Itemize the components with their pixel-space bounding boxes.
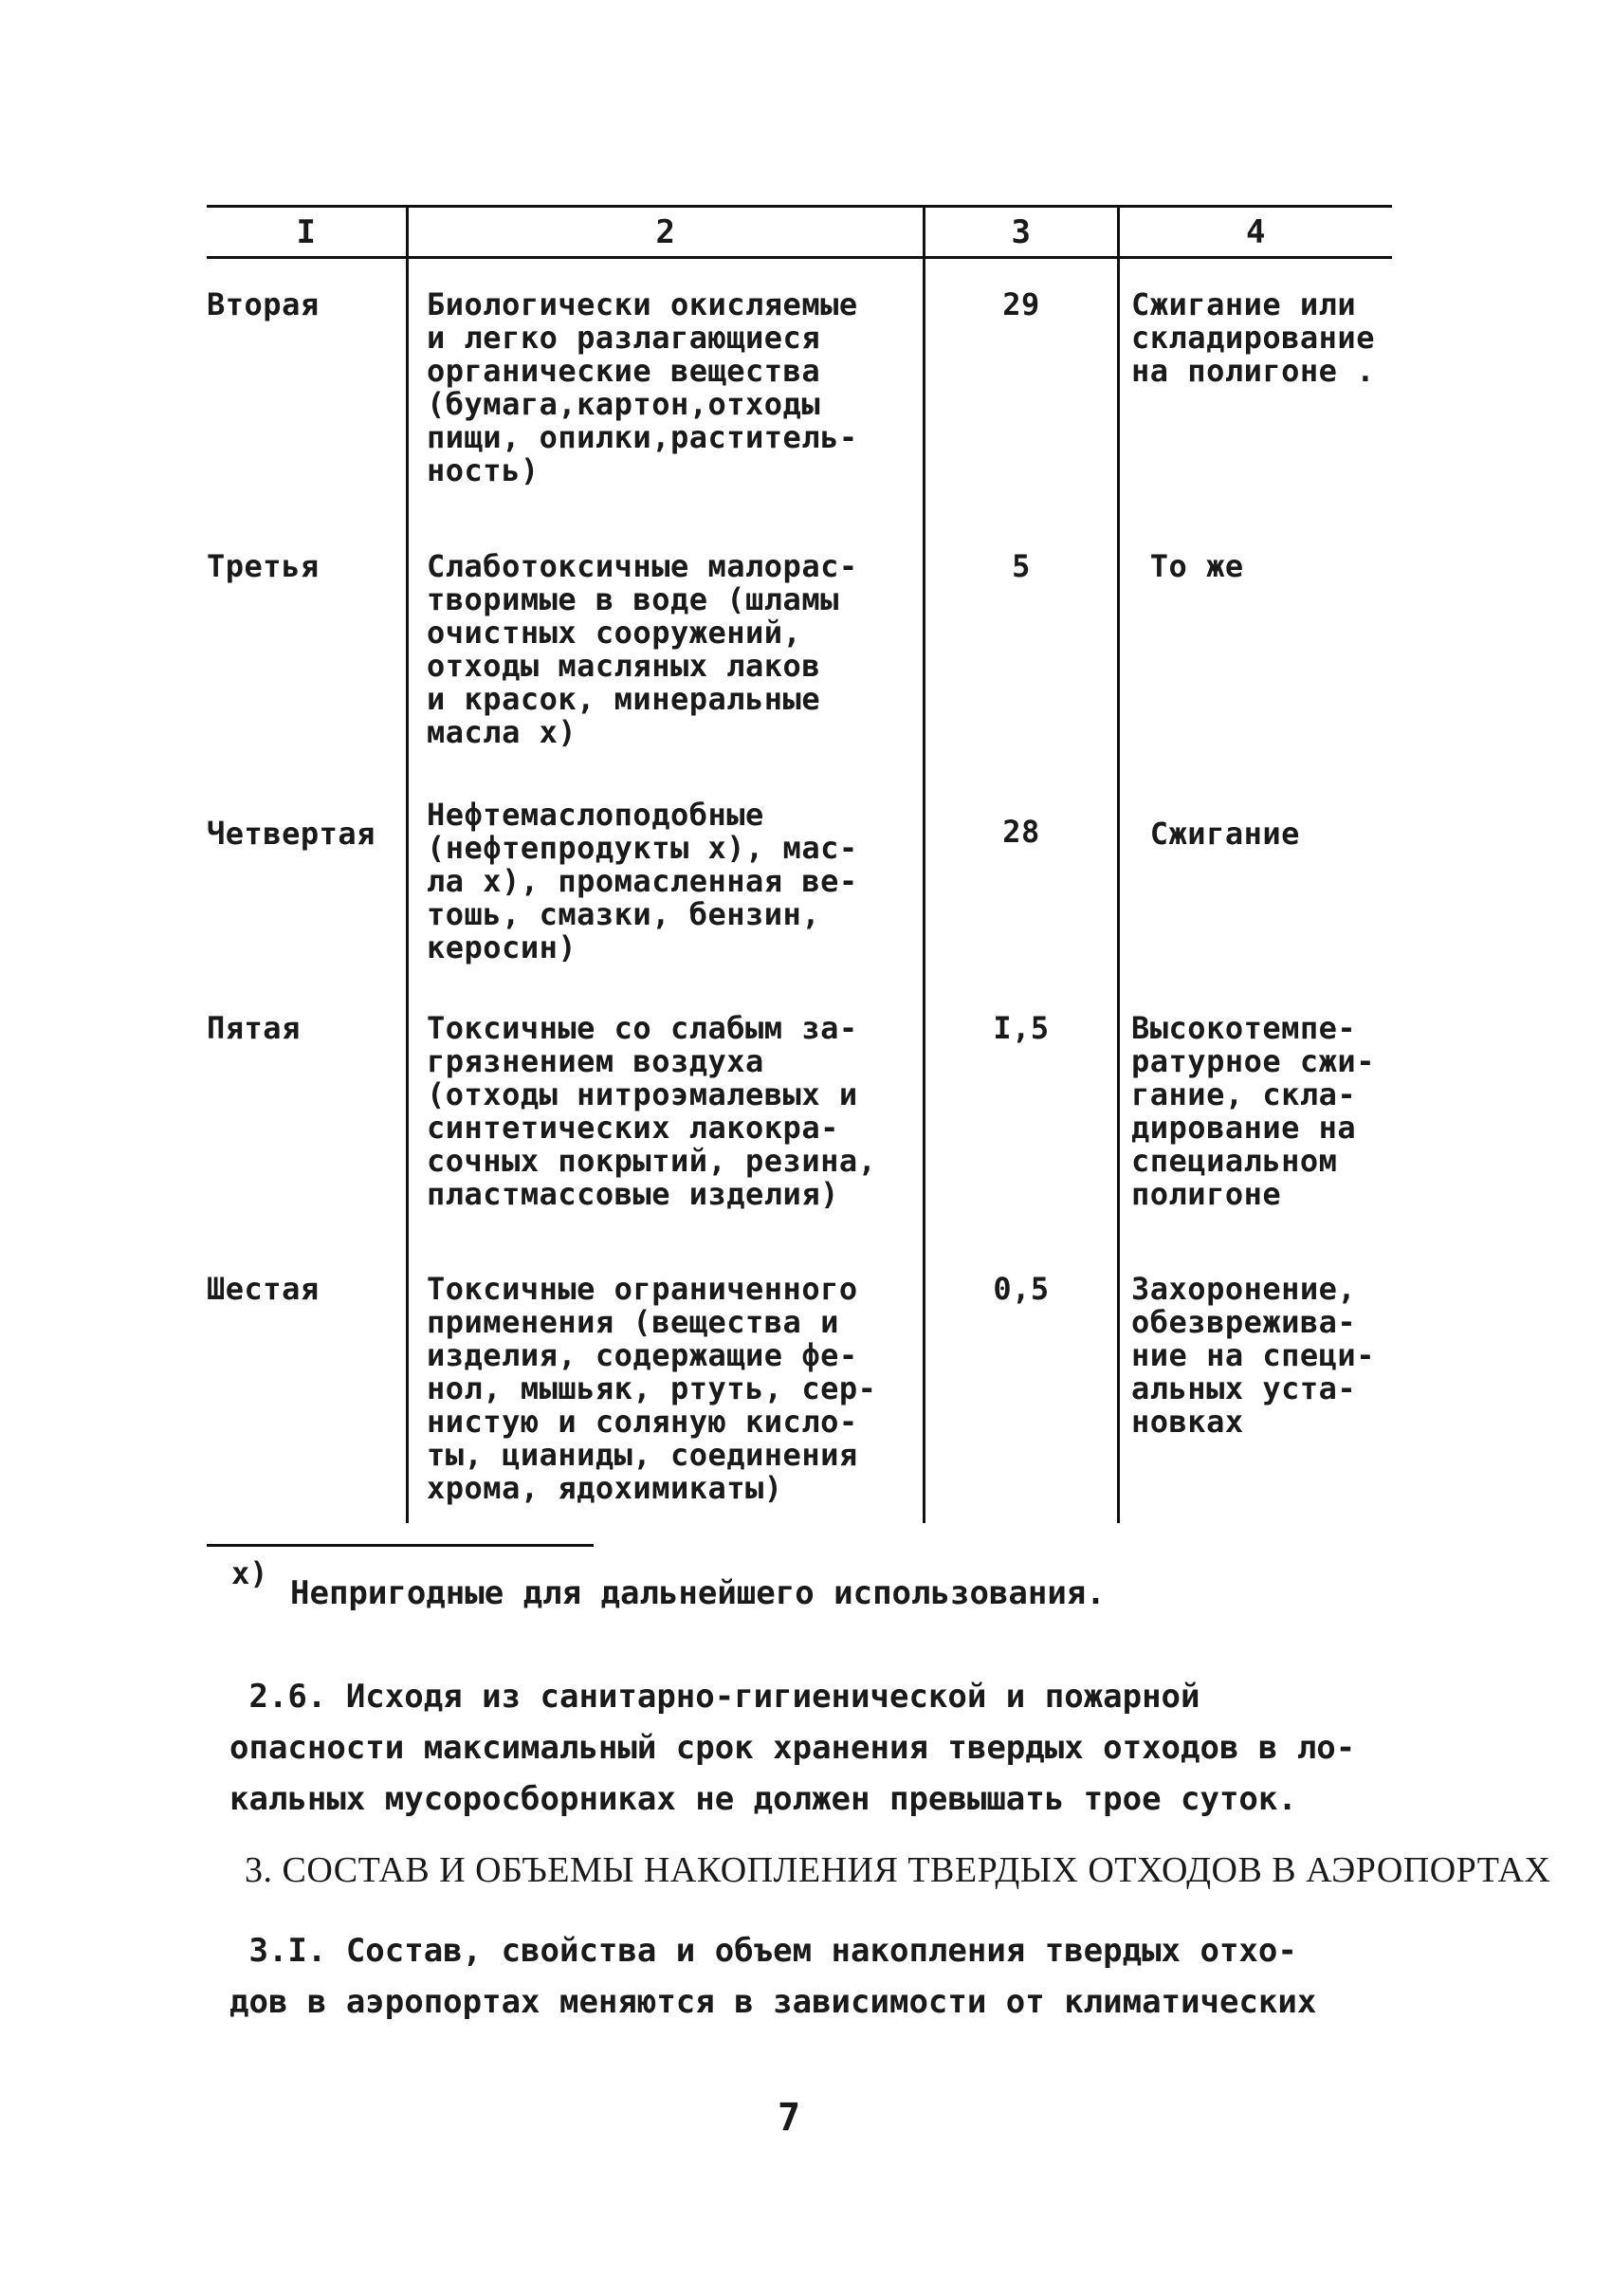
table-cell-value: 0,5: [993, 1271, 1050, 1307]
table-header-col3: 3: [1011, 213, 1032, 251]
table-cell-description: Токсичные ограниченного применения (вещества и изделия, содержащие фе- нол, мышьяк, ртуть, сер- нистую и соляную кисло- ты, цианиды, соединения хрома, ядохимикаты): [427, 1271, 877, 1506]
table-cell-class: Вторая: [207, 286, 320, 322]
table-cell-method: Захоронение, обезвреживa- ние на специ- альных уста- новках: [1131, 1271, 1375, 1440]
table-cell-method: Высокотемпе- ратурное сжи- гание, скла- дирование на специальном полигоне: [1131, 1010, 1375, 1212]
paragraph-3-1: 3.I. Состав, свойства и объем накопления твердых отхо- дов в аэропортах меняются в зависимости от климатических: [229, 1932, 1317, 2021]
table-cell-class: Третья: [207, 548, 320, 584]
table-top-rule: [207, 205, 1392, 208]
table-cell-method: Сжигание: [1131, 816, 1300, 852]
table-cell-method: Сжигание или складирование на полигоне .: [1131, 286, 1375, 389]
waste-class-table: [207, 201, 1392, 1524]
table-cell-class: Шестая: [207, 1271, 320, 1307]
table-cell-value: 5: [1012, 548, 1031, 584]
table-cell-description: Биологически окисляемые и легко разлагающиеся органические вещества (бумага,картон,отходы пищи, опилки,раститель- ность): [427, 286, 858, 488]
footnote-mark: x): [231, 1555, 268, 1591]
table-cell-value: I,5: [993, 1010, 1050, 1046]
page-number: 7: [778, 2096, 801, 2140]
table-cell-value: 28: [1002, 814, 1040, 850]
table-cell-class: Пятая: [207, 1010, 301, 1046]
table-cell-method: То же: [1131, 548, 1244, 584]
table-header-col1: I: [296, 213, 317, 251]
table-cell-class: Четвертая: [207, 816, 376, 852]
column-divider-2: [923, 205, 925, 1523]
table-cell-description: Слаботоксичные малорас- творимые в воде (шламы очистных сооружений, отходы масляных лаков и красок, минеральные масла x): [427, 548, 858, 750]
table-header-col2: 2: [655, 213, 676, 251]
column-divider-3: [1117, 205, 1120, 1523]
table-cell-description: Нефтемаслоподобные (нефтепродукты x), мас- ла x), промасленная ве- тошь, смазки, бензин, керосин): [427, 797, 858, 965]
table-header-col4: 4: [1246, 213, 1266, 251]
section-heading: 3. СОСТАВ И ОБЪЕМЫ НАКОПЛЕНИЯ ТВЕРДЫХ ОТХОДОВ В АЭРОПОРТАХ: [245, 1850, 1551, 1890]
table-cell-value: 29: [1002, 286, 1040, 322]
table-cell-description: Токсичные со слабым за- грязнением воздуха (отходы нитроэмалевых и синтетических лакокра- сочных покрытий, резина, пластмассовые изделия): [427, 1010, 877, 1212]
footnote-rule: [207, 1544, 594, 1547]
paragraph-2-6: 2.6. Исходя из санитарно-гигиенической и пожарной опасности максимальный срок хранения твердых отходов в ло- кальных мусоросборниках не должен превышать трое суток.: [229, 1678, 1356, 1818]
table-header-rule: [207, 256, 1392, 259]
column-divider-1: [406, 205, 409, 1523]
footnote-text: Непригодные для дальнейшего использования.: [290, 1574, 1106, 1612]
